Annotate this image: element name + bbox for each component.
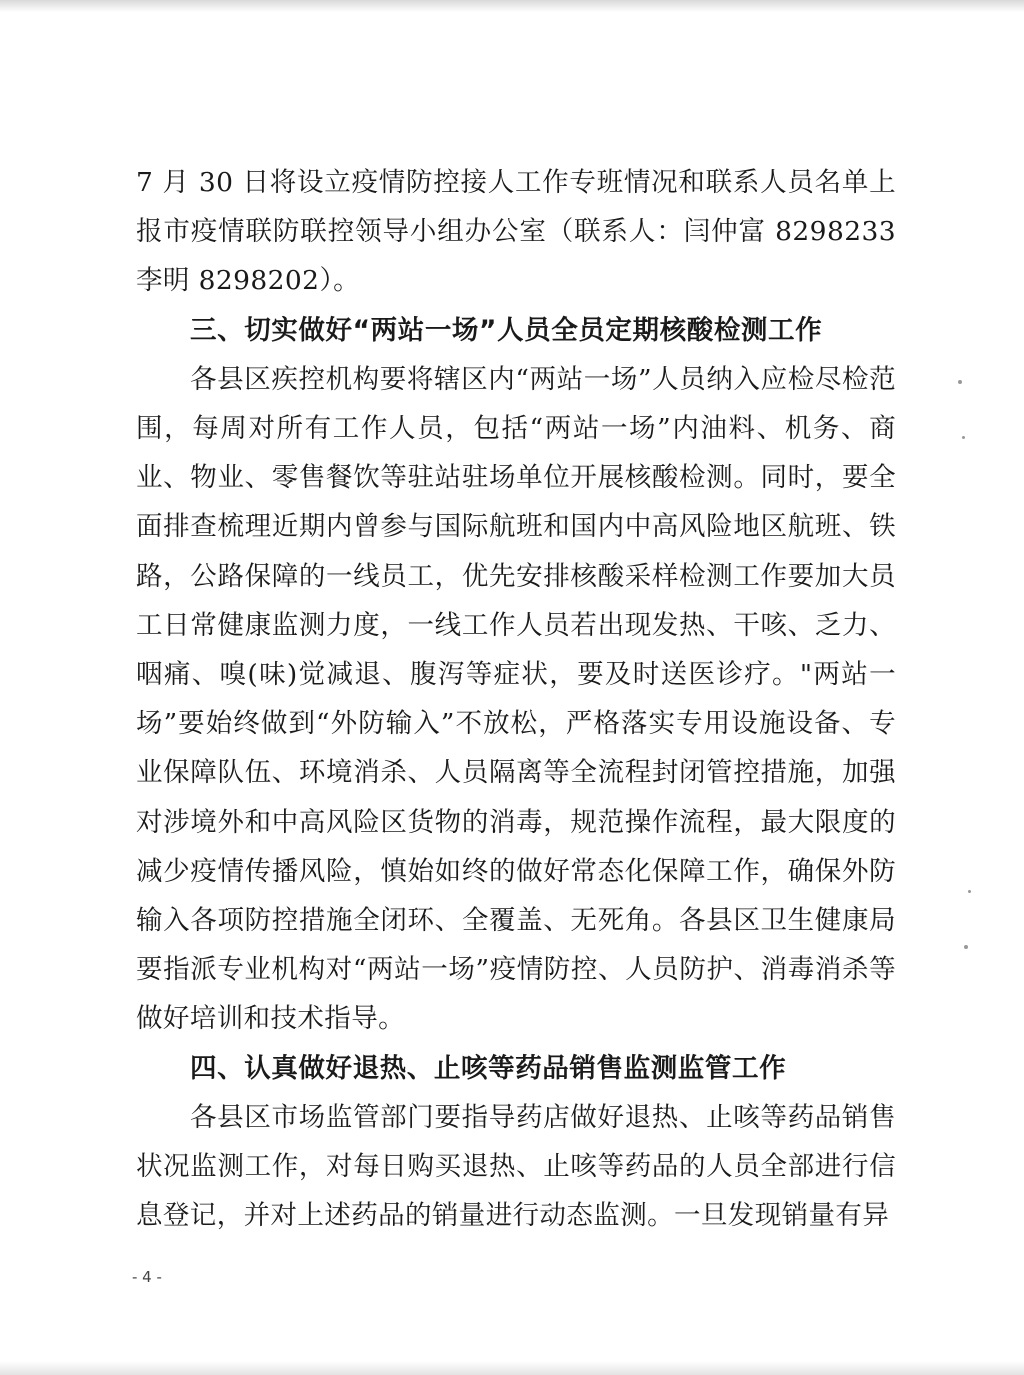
paragraph-section-4: 各县区市场监管部门要指导药店做好退热、止咳等药品销售状况监测工作，对每日购买退热、止咳等药品的人员全部进行信息登记，并对上述药品的销量进行动态监测。一旦发现销量有异 — [136, 1101, 896, 1232]
document-body — [136, 158, 896, 1240]
scan-speck — [958, 380, 962, 384]
paragraph-section-3: 各县区疾控机构要将辖区内“两站一场”人员纳入应检尽检范围，每周对所有工作人员，包括“两站一场”内油料、机务、商业、物业、零售餐饮等驻站驻场单位开展核酸检测。同时，要全面排查梳理近期内曾参与国际航班和国内中高风险地区航班、铁路，公路保障的一线员工，优先安排核酸采样检测工作要加大员工日常健康监测力度，一线工作人员若出现发热、干咳、乏力、咽痛、嗅(味)觉减退、腹泻等症状，要及时送医诊疗。"两站一场”要始终做到“外防输入”不放松，严格落实专用设施设备、专业保障队伍、环境消杀、人员隔离等全流程封闭管控措施，加强对涉境外和中高风险区货物的消毒，规范操作流程，最大限度的减少疫情传播风险，慎始如终的做好常态化保障工作，确保外防输入各项防控措施全闭环、全覆盖、无死角。各县区卫生健康局要指派专业机构对“两站一场”疫情防控、人员防护、消毒消杀等做好培训和技术指导。 — [136, 363, 896, 1035]
scan-speck — [964, 945, 968, 949]
section-heading-3: 三、切实做好“两站一场”人员全员定期核酸检测工作 — [190, 314, 823, 346]
scan-top-edge — [0, 0, 1024, 12]
section-heading-4: 四、认真做好退热、止咳等药品销售监测监管工作 — [190, 1052, 787, 1084]
scan-bottom-edge — [0, 1361, 1024, 1375]
scan-speck — [962, 436, 965, 439]
paragraph-continuation: 7 月 30 日将设立疫情防控接人工作专班情况和联系人员名单上报市疫情联防联控领导小组办公室（联系人：闫仲富 8298233 李明 8298202）。 — [136, 167, 896, 297]
scan-speck — [968, 890, 971, 893]
page-number: - 4 - — [132, 1268, 162, 1286]
